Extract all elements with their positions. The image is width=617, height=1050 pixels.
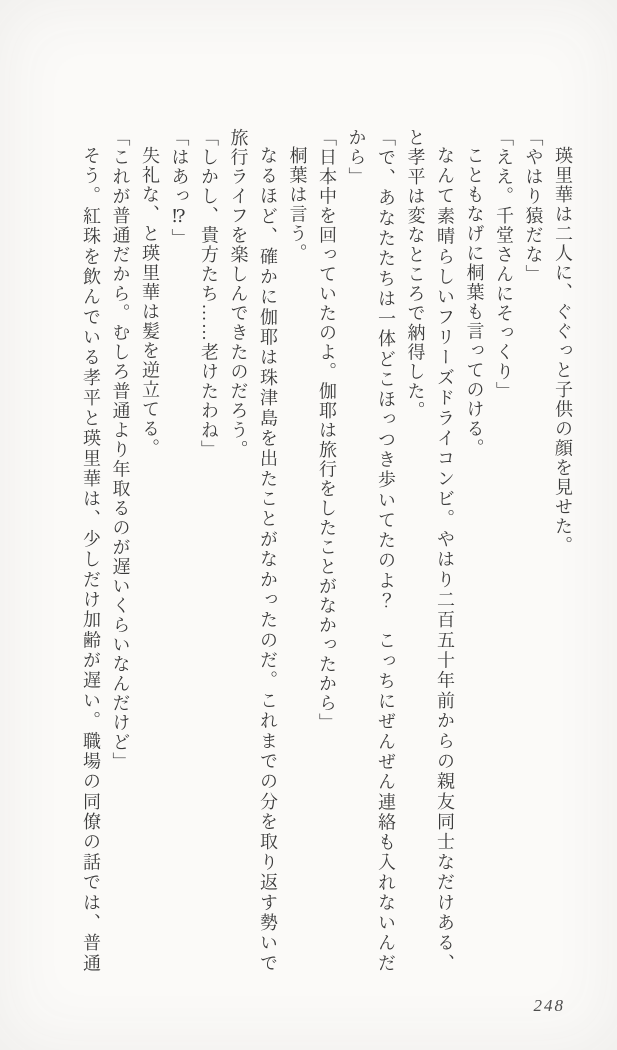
text-line: なんて素晴らしいフリーズドライコンビ。やはり二百五十年前からの親友同士なだけある、 xyxy=(435,146,455,973)
text-line: から」 xyxy=(346,128,367,187)
text-line: こともなげに桐葉も言ってのける。 xyxy=(464,146,485,458)
text-line: 「しかし、貴方たち……老けたわね」 xyxy=(199,128,219,460)
text-line: 瑛里華は二人に、ぐぐっと子供の顔を見せた。 xyxy=(553,146,573,556)
text-line: 「ええ。千堂さんにそっくり」 xyxy=(494,128,514,401)
text-line: 失礼な、と瑛里華は髪を逆立てる。 xyxy=(140,146,160,458)
text-line: と孝平は変なところで納得した。 xyxy=(405,128,426,421)
page-text-block xyxy=(76,128,578,973)
text-line: 「はあっ⁉」 xyxy=(169,128,190,248)
text-line: 「これが普通だから。むしろ普通より年取るのが遅いくらいなんだけど」 xyxy=(110,128,131,772)
text-line: なるほど、確かに伽耶は珠津島を出たことがなかったのだ。これまでの分を取り返す勢いで xyxy=(258,146,278,973)
text-line: 桐葉は言う。 xyxy=(287,146,308,263)
page-number: 248 xyxy=(533,996,565,1015)
text-line: 「日本中を回っていたのよ。伽耶は旅行をしたことがなかったから」 xyxy=(317,128,337,733)
text-line: 「で、あなたたちは一体どこほっつき歩いてたのよ？ こっちにぜんぜん連絡も入れないんだ xyxy=(376,128,396,974)
text-line: 旅行ライフを楽しんできたのだろう。 xyxy=(228,128,249,460)
text-line: 「やはり猿だな」 xyxy=(523,128,544,284)
text-line: そう。紅珠を飲んでいる孝平と瑛里華は、少しだけ加齢が遅い。職場の同僚の話では、普通 xyxy=(81,146,101,973)
